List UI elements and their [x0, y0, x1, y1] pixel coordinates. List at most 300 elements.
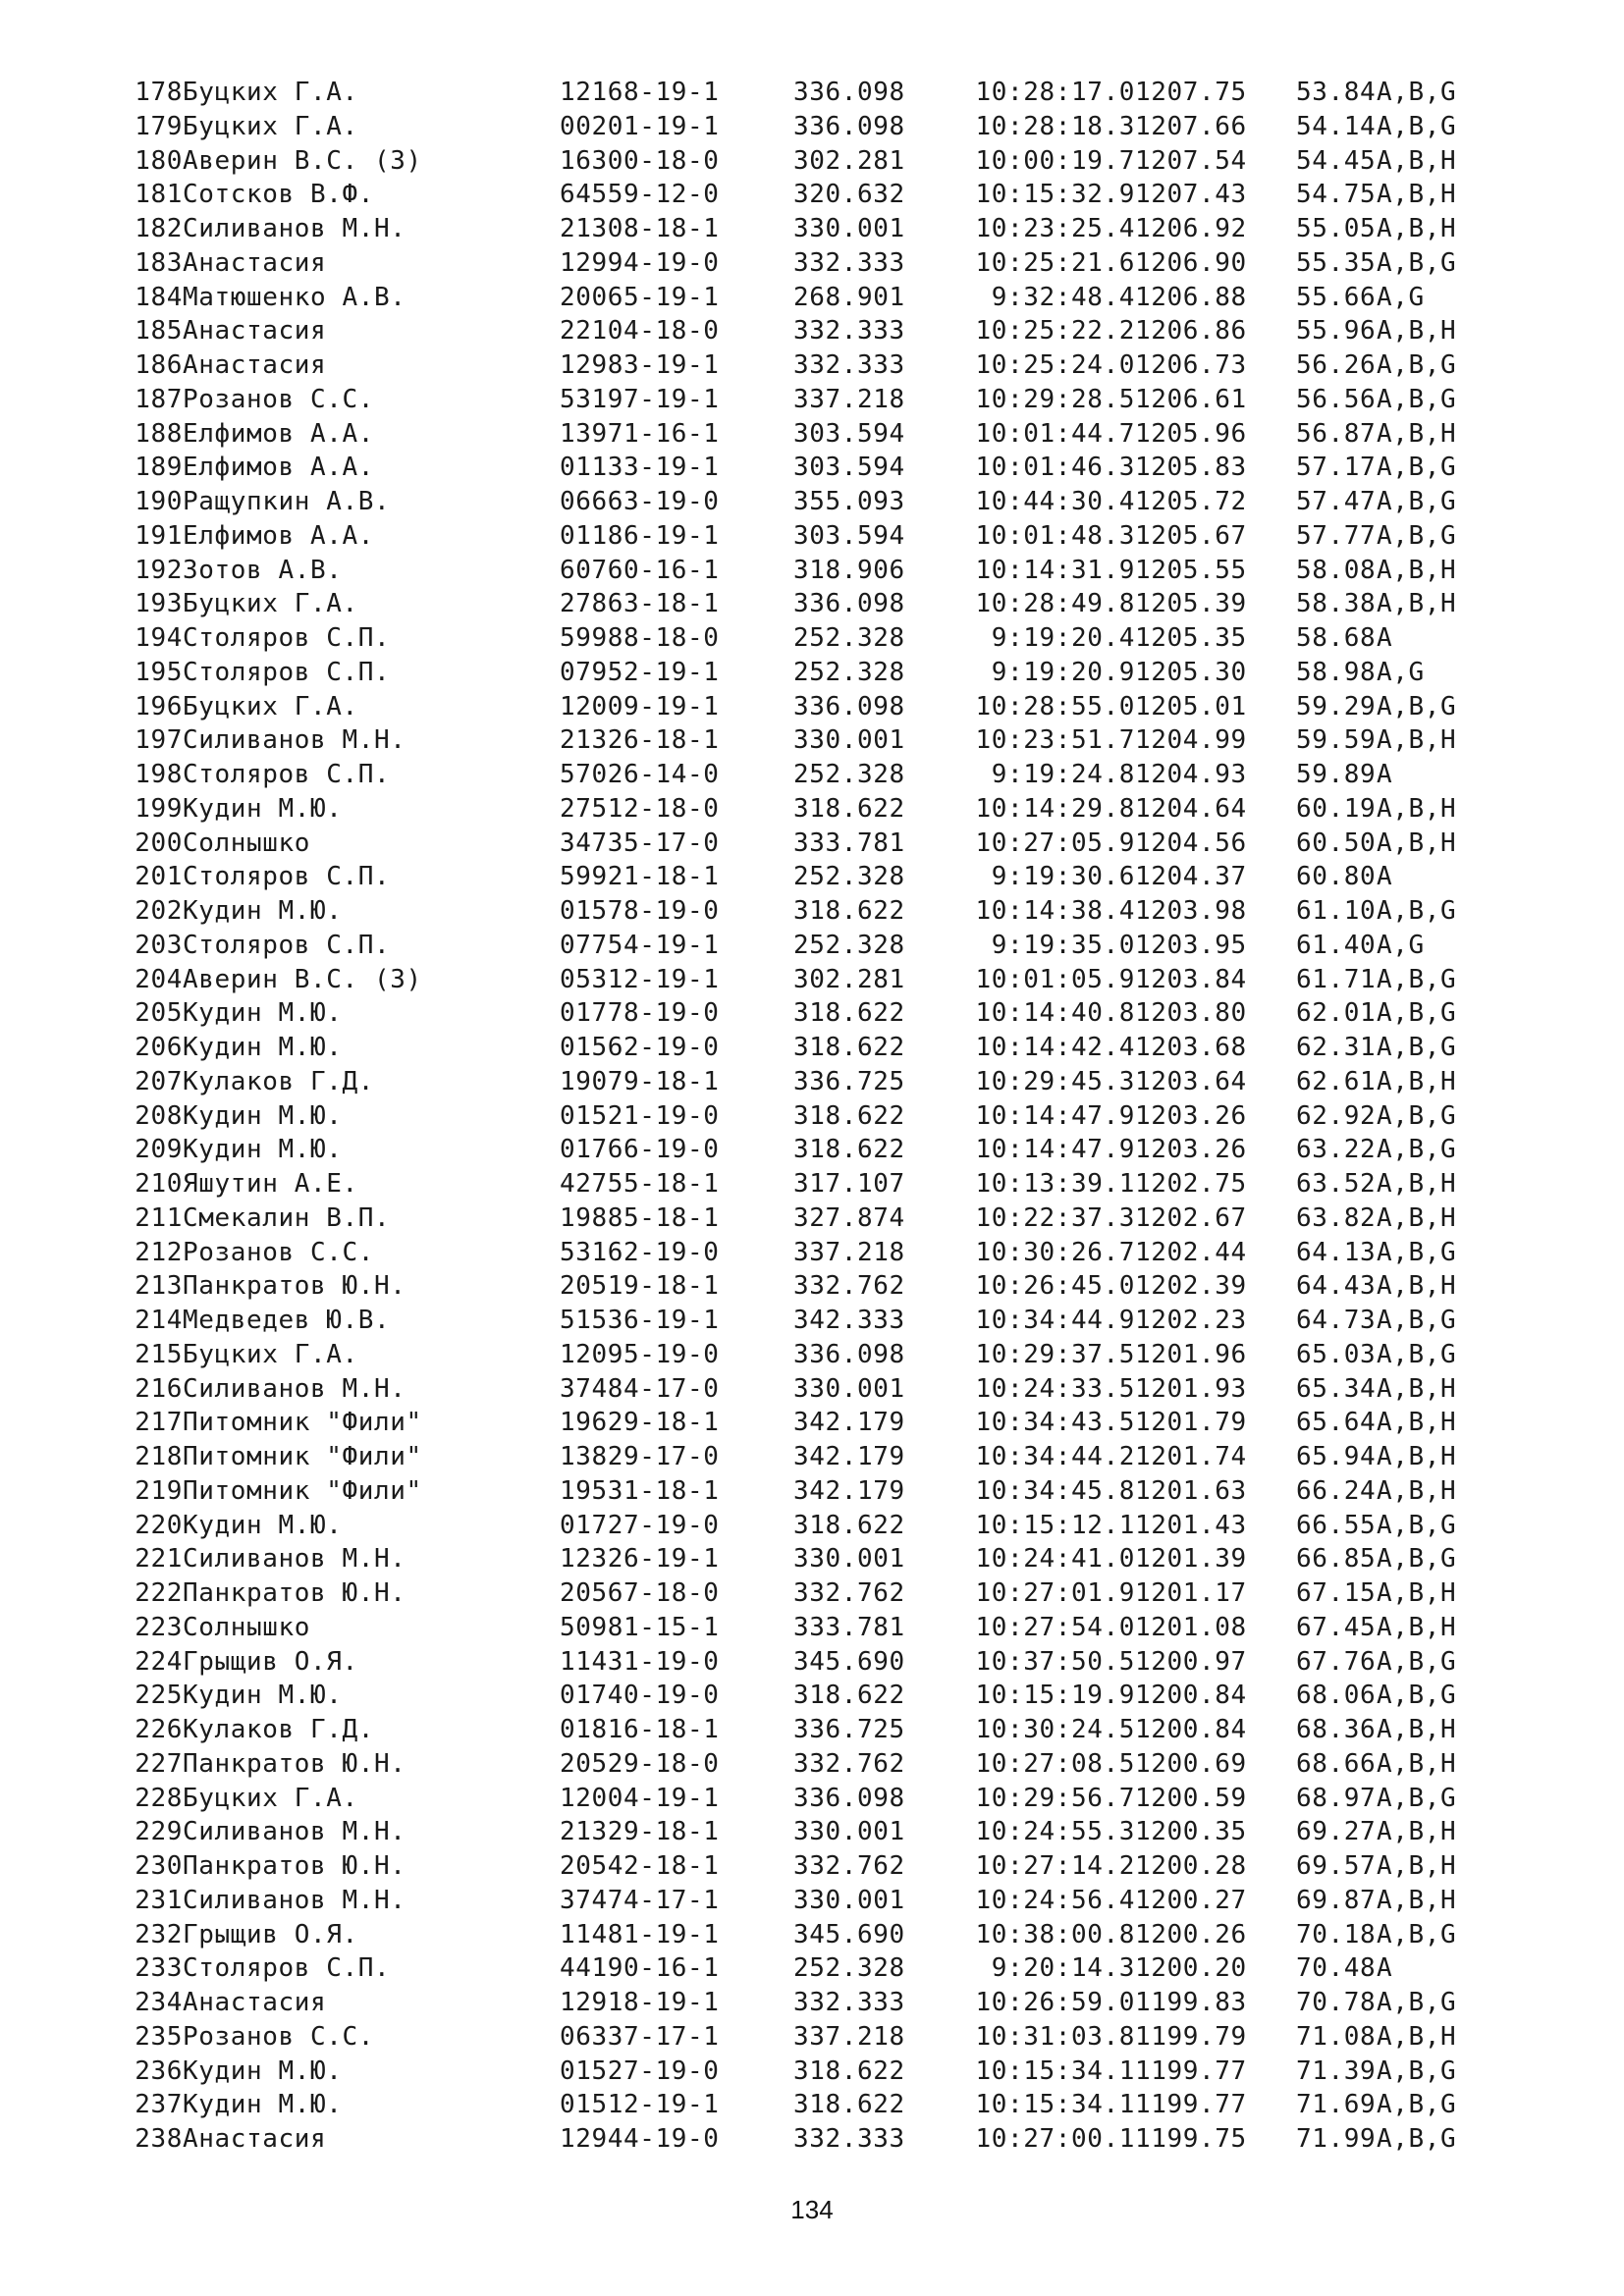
- row-number-cell: 192: [135, 555, 183, 585]
- table-row: [110, 792, 1485, 827]
- ring-number-cell: 12095-19-0: [560, 1339, 720, 1369]
- distance-cell: 318.622: [793, 1681, 905, 1711]
- table-row: [110, 860, 1485, 894]
- ring-number-cell: 05312-19-1: [560, 964, 720, 994]
- coefficient-cell: 65.03: [1296, 1339, 1377, 1369]
- speed-cell: 1201.93: [1135, 1373, 1247, 1404]
- coefficient-cell: 59.29: [1296, 691, 1377, 721]
- distance-cell: 336.098: [793, 589, 905, 619]
- ring-number-cell: 12994-19-0: [560, 247, 720, 278]
- speed-cell: 1204.99: [1135, 725, 1247, 756]
- ring-number-cell: 12009-19-1: [560, 691, 720, 721]
- flags-cell: A,B,H: [1377, 1748, 1457, 1779]
- coefficient-cell: 55.66: [1296, 282, 1377, 312]
- row-number-cell: 189: [135, 453, 183, 483]
- speed-cell: 1204.56: [1135, 828, 1247, 858]
- flags-cell: A,B,G: [1377, 2090, 1457, 2120]
- distance-cell: 332.762: [793, 1578, 905, 1608]
- table-row: [110, 1133, 1485, 1167]
- arrival-time-cell: 10:25:24.0: [975, 350, 1135, 380]
- flags-cell: A,B,H: [1377, 1408, 1457, 1438]
- ring-number-cell: 19531-18-1: [560, 1475, 720, 1506]
- coefficient-cell: 54.14: [1296, 111, 1377, 141]
- ring-number-cell: 07754-19-1: [560, 930, 720, 960]
- distance-cell: 332.762: [793, 1271, 905, 1302]
- flags-cell: A,B,G: [1377, 1646, 1457, 1677]
- table-row: [110, 76, 1485, 110]
- row-number-cell: 204: [135, 964, 183, 994]
- table-row: [110, 894, 1485, 929]
- flags-cell: A,B,H: [1377, 180, 1457, 210]
- arrival-time-cell: 10:25:21.6: [975, 247, 1135, 278]
- arrival-time-cell: 10:14:38.4: [975, 896, 1135, 926]
- flags-cell: A,B,G: [1377, 1339, 1457, 1369]
- flags-cell: A,B,G: [1377, 691, 1457, 721]
- owner-name-cell: Медведев Ю.В.: [183, 1306, 391, 1335]
- row-number-cell: 226: [135, 1715, 183, 1744]
- row-number-cell: 228: [135, 1783, 183, 1813]
- arrival-time-cell: 10:15:34.1: [975, 2090, 1135, 2120]
- arrival-time-cell: 10:29:28.5: [975, 384, 1135, 414]
- coefficient-cell: 63.22: [1296, 1135, 1377, 1165]
- speed-cell: 1205.35: [1135, 623, 1247, 653]
- ring-number-cell: 51536-19-1: [560, 1306, 720, 1335]
- table-row: [110, 1031, 1485, 1065]
- table-row: [110, 281, 1485, 315]
- table-row: [110, 1406, 1485, 1440]
- flags-cell: A,B,G: [1377, 247, 1457, 278]
- speed-cell: 1199.83: [1135, 1988, 1247, 2017]
- owner-name-cell: Матюшенко А.В.: [183, 282, 406, 312]
- coefficient-cell: 57.77: [1296, 520, 1377, 551]
- arrival-time-cell: 10:13:39.1: [975, 1169, 1135, 1199]
- table-row: [110, 2055, 1485, 2089]
- speed-cell: 1200.59: [1135, 1783, 1247, 1813]
- arrival-time-cell: 9:19:20.4: [991, 623, 1135, 653]
- owner-name-cell: Анастасия: [183, 350, 327, 380]
- speed-cell: 1206.61: [1135, 384, 1247, 414]
- table-row: [110, 246, 1485, 281]
- coefficient-cell: 56.26: [1296, 350, 1377, 380]
- speed-cell: 1200.97: [1135, 1646, 1247, 1677]
- flags-cell: A,B,H: [1377, 1612, 1457, 1642]
- row-number-cell: 230: [135, 1851, 183, 1881]
- row-number-cell: 199: [135, 793, 183, 824]
- owner-name-cell: Столяров С.П.: [183, 1953, 391, 1984]
- speed-cell: 1200.28: [1135, 1851, 1247, 1881]
- coefficient-cell: 64.73: [1296, 1306, 1377, 1335]
- speed-cell: 1207.75: [1135, 78, 1247, 107]
- owner-name-cell: Питомник "Фили": [183, 1475, 422, 1506]
- flags-cell: A,B,G: [1377, 453, 1457, 483]
- table-row: [110, 723, 1485, 758]
- speed-cell: 1205.39: [1135, 589, 1247, 619]
- row-number-cell: 188: [135, 418, 183, 449]
- flags-cell: A: [1377, 623, 1393, 653]
- speed-cell: 1203.26: [1135, 1135, 1247, 1165]
- table-row: [110, 110, 1485, 144]
- flags-cell: A,B,G: [1377, 384, 1457, 414]
- row-number-cell: 202: [135, 896, 183, 926]
- flags-cell: A: [1377, 760, 1393, 789]
- owner-name-cell: Елфимов А.А.: [183, 520, 375, 551]
- arrival-time-cell: 10:01:05.9: [975, 964, 1135, 994]
- speed-cell: 1201.74: [1135, 1442, 1247, 1471]
- arrival-time-cell: 10:22:37.3: [975, 1202, 1135, 1233]
- ring-number-cell: 19629-18-1: [560, 1408, 720, 1438]
- ring-number-cell: 12983-19-1: [560, 350, 720, 380]
- arrival-time-cell: 10:34:44.2: [975, 1442, 1135, 1471]
- table-row: [110, 963, 1485, 997]
- ring-number-cell: 01778-19-0: [560, 998, 720, 1029]
- flags-cell: A,B,G: [1377, 1033, 1457, 1062]
- coefficient-cell: 65.64: [1296, 1408, 1377, 1438]
- results-table: [110, 76, 1485, 2157]
- ring-number-cell: 11481-19-1: [560, 1919, 720, 1949]
- speed-cell: 1205.67: [1135, 520, 1247, 551]
- row-number-cell: 194: [135, 623, 183, 653]
- row-number-cell: 190: [135, 487, 183, 516]
- owner-name-cell: Кулаков Г.Д.: [183, 1715, 375, 1744]
- owner-name-cell: Буцких Г.А.: [183, 691, 358, 721]
- speed-cell: 1203.95: [1135, 930, 1247, 960]
- owner-name-cell: Столяров С.П.: [183, 930, 391, 960]
- coefficient-cell: 58.38: [1296, 589, 1377, 619]
- arrival-time-cell: 10:31:03.8: [975, 2021, 1135, 2052]
- flags-cell: A,B,G: [1377, 1988, 1457, 2017]
- distance-cell: 318.622: [793, 896, 905, 926]
- distance-cell: 330.001: [793, 1817, 905, 1847]
- distance-cell: 327.874: [793, 1202, 905, 1233]
- distance-cell: 252.328: [793, 1953, 905, 1984]
- table-row: [110, 2088, 1485, 2122]
- distance-cell: 333.781: [793, 1612, 905, 1642]
- distance-cell: 336.098: [793, 691, 905, 721]
- ring-number-cell: 37474-17-1: [560, 1885, 720, 1915]
- owner-name-cell: Буцких Г.А.: [183, 1783, 358, 1813]
- speed-cell: 1203.26: [1135, 1100, 1247, 1131]
- owner-name-cell: Буцких Г.А.: [183, 78, 358, 107]
- speed-cell: 1205.55: [1135, 555, 1247, 585]
- ring-number-cell: 60760-16-1: [560, 555, 720, 585]
- row-number-cell: 238: [135, 2124, 183, 2154]
- arrival-time-cell: 10:14:47.9: [975, 1135, 1135, 1165]
- page-number: 134: [790, 2195, 834, 2224]
- speed-cell: 1200.84: [1135, 1715, 1247, 1744]
- row-number-cell: 232: [135, 1919, 183, 1949]
- arrival-time-cell: 10:24:55.3: [975, 1817, 1135, 1847]
- distance-cell: 318.622: [793, 1135, 905, 1165]
- flags-cell: A,B,H: [1377, 1817, 1457, 1847]
- arrival-time-cell: 10:27:54.0: [975, 1612, 1135, 1642]
- ring-number-cell: 53162-19-0: [560, 1237, 720, 1267]
- row-number-cell: 219: [135, 1475, 183, 1506]
- table-row: [110, 1304, 1485, 1338]
- coefficient-cell: 63.52: [1296, 1169, 1377, 1199]
- ring-number-cell: 12168-19-1: [560, 78, 720, 107]
- coefficient-cell: 60.19: [1296, 793, 1377, 824]
- flags-cell: A,B,H: [1377, 1578, 1457, 1608]
- table-row: [110, 1747, 1485, 1782]
- row-number-cell: 196: [135, 691, 183, 721]
- table-row: [110, 178, 1485, 212]
- table-row: [110, 451, 1485, 485]
- arrival-time-cell: 10:14:42.4: [975, 1033, 1135, 1062]
- row-number-cell: 191: [135, 520, 183, 551]
- flags-cell: A,B,H: [1377, 555, 1457, 585]
- coefficient-cell: 56.87: [1296, 418, 1377, 449]
- ring-number-cell: 50981-15-1: [560, 1612, 720, 1642]
- coefficient-cell: 59.89: [1296, 760, 1377, 789]
- coefficient-cell: 55.05: [1296, 214, 1377, 243]
- row-number-cell: 185: [135, 316, 183, 347]
- row-number-cell: 182: [135, 214, 183, 243]
- owner-name-cell: Буцких Г.А.: [183, 589, 358, 619]
- distance-cell: 330.001: [793, 214, 905, 243]
- coefficient-cell: 60.50: [1296, 828, 1377, 858]
- flags-cell: A,G: [1377, 657, 1425, 687]
- speed-cell: 1201.43: [1135, 1510, 1247, 1540]
- distance-cell: 330.001: [793, 1885, 905, 1915]
- row-number-cell: 205: [135, 998, 183, 1029]
- table-row: [110, 348, 1485, 383]
- ring-number-cell: 21326-18-1: [560, 725, 720, 756]
- flags-cell: A,B,H: [1377, 589, 1457, 619]
- speed-cell: 1207.66: [1135, 111, 1247, 141]
- speed-cell: 1201.39: [1135, 1544, 1247, 1575]
- coefficient-cell: 58.08: [1296, 555, 1377, 585]
- distance-cell: 332.333: [793, 350, 905, 380]
- arrival-time-cell: 10:28:17.0: [975, 78, 1135, 107]
- table-row: [110, 1509, 1485, 1543]
- flags-cell: A,B,H: [1377, 1715, 1457, 1744]
- distance-cell: 333.781: [793, 828, 905, 858]
- speed-cell: 1205.96: [1135, 418, 1247, 449]
- distance-cell: 318.622: [793, 1510, 905, 1540]
- coefficient-cell: 61.40: [1296, 930, 1377, 960]
- row-number-cell: 198: [135, 760, 183, 789]
- flags-cell: A,B,H: [1377, 1271, 1457, 1302]
- speed-cell: 1205.30: [1135, 657, 1247, 687]
- arrival-time-cell: 10:01:46.3: [975, 453, 1135, 483]
- ring-number-cell: 53197-19-1: [560, 384, 720, 414]
- row-number-cell: 203: [135, 930, 183, 960]
- flags-cell: A,B,H: [1377, 2021, 1457, 2052]
- table-row: [110, 1884, 1485, 1918]
- coefficient-cell: 62.61: [1296, 1066, 1377, 1096]
- owner-name-cell: Кудин М.Ю.: [183, 998, 343, 1029]
- speed-cell: 1202.23: [1135, 1306, 1247, 1335]
- ring-number-cell: 21329-18-1: [560, 1817, 720, 1847]
- owner-name-cell: Кудин М.Ю.: [183, 2090, 343, 2120]
- ring-number-cell: 20065-19-1: [560, 282, 720, 312]
- ring-number-cell: 20529-18-0: [560, 1748, 720, 1779]
- distance-cell: 330.001: [793, 1544, 905, 1575]
- speed-cell: 1207.43: [1135, 180, 1247, 210]
- distance-cell: 337.218: [793, 2021, 905, 2052]
- row-number-cell: 209: [135, 1135, 183, 1165]
- distance-cell: 337.218: [793, 384, 905, 414]
- table-row: [110, 1474, 1485, 1509]
- flags-cell: A,B,G: [1377, 1237, 1457, 1267]
- owner-name-cell: Силиванов М.Н.: [183, 1544, 406, 1575]
- flags-cell: A,B,H: [1377, 214, 1457, 243]
- owner-name-cell: Елфимов А.А.: [183, 453, 375, 483]
- ring-number-cell: 13971-16-1: [560, 418, 720, 449]
- flags-cell: A,B,H: [1377, 1442, 1457, 1471]
- speed-cell: 1200.84: [1135, 1681, 1247, 1711]
- speed-cell: 1200.20: [1135, 1953, 1247, 1984]
- owner-name-cell: Ращупкин А.В.: [183, 487, 391, 516]
- table-row: [110, 1201, 1485, 1236]
- distance-cell: 320.632: [793, 180, 905, 210]
- row-number-cell: 237: [135, 2090, 183, 2120]
- table-row: [110, 1542, 1485, 1576]
- table-row: [110, 1065, 1485, 1099]
- ring-number-cell: 01512-19-1: [560, 2090, 720, 2120]
- speed-cell: 1201.79: [1135, 1408, 1247, 1438]
- ring-number-cell: 01133-19-1: [560, 453, 720, 483]
- row-number-cell: 220: [135, 1510, 183, 1540]
- owner-name-cell: Зотов А.В.: [183, 555, 343, 585]
- distance-cell: 355.093: [793, 487, 905, 516]
- arrival-time-cell: 9:32:48.4: [991, 282, 1135, 312]
- ring-number-cell: 01186-19-1: [560, 520, 720, 551]
- table-row: [110, 1611, 1485, 1645]
- flags-cell: A: [1377, 862, 1393, 892]
- speed-cell: 1201.96: [1135, 1339, 1247, 1369]
- ring-number-cell: 20567-18-0: [560, 1578, 720, 1608]
- owner-name-cell: Кулаков Г.Д.: [183, 1066, 375, 1096]
- distance-cell: 252.328: [793, 623, 905, 653]
- flags-cell: A,B,G: [1377, 1135, 1457, 1165]
- flags-cell: A,B,G: [1377, 1544, 1457, 1575]
- speed-cell: 1199.79: [1135, 2021, 1247, 2052]
- row-number-cell: 208: [135, 1100, 183, 1131]
- ring-number-cell: 22104-18-0: [560, 316, 720, 347]
- distance-cell: 317.107: [793, 1169, 905, 1199]
- row-number-cell: 183: [135, 247, 183, 278]
- distance-cell: 318.622: [793, 998, 905, 1029]
- table-row: [110, 929, 1485, 963]
- coefficient-cell: 71.39: [1296, 2056, 1377, 2086]
- coefficient-cell: 57.47: [1296, 487, 1377, 516]
- owner-name-cell: Анастасия: [183, 2124, 327, 2154]
- table-row: [110, 1782, 1485, 1816]
- arrival-time-cell: 10:24:33.5: [975, 1373, 1135, 1404]
- distance-cell: 303.594: [793, 418, 905, 449]
- table-row: [110, 212, 1485, 246]
- ring-number-cell: 01521-19-0: [560, 1100, 720, 1131]
- ring-number-cell: 07952-19-1: [560, 657, 720, 687]
- results-table-body: [110, 76, 1485, 2157]
- arrival-time-cell: 10:27:14.2: [975, 1851, 1135, 1881]
- coefficient-cell: 54.75: [1296, 180, 1377, 210]
- ring-number-cell: 01727-19-0: [560, 1510, 720, 1540]
- owner-name-cell: Аверин В.С. (З): [183, 145, 422, 176]
- speed-cell: 1201.08: [1135, 1612, 1247, 1642]
- coefficient-cell: 55.96: [1296, 316, 1377, 347]
- coefficient-cell: 70.48: [1296, 1953, 1377, 1984]
- row-number-cell: 181: [135, 180, 183, 210]
- arrival-time-cell: 10:24:41.0: [975, 1544, 1135, 1575]
- table-row: [110, 554, 1485, 588]
- speed-cell: 1206.92: [1135, 214, 1247, 243]
- row-number-cell: 193: [135, 589, 183, 619]
- arrival-time-cell: 10:01:44.7: [975, 418, 1135, 449]
- owner-name-cell: Столяров С.П.: [183, 623, 391, 653]
- table-row: [110, 1167, 1485, 1201]
- row-number-cell: 186: [135, 350, 183, 380]
- coefficient-cell: 65.94: [1296, 1442, 1377, 1471]
- row-number-cell: 212: [135, 1237, 183, 1267]
- ring-number-cell: 00201-19-1: [560, 111, 720, 141]
- coefficient-cell: 58.68: [1296, 623, 1377, 653]
- flags-cell: A,B,G: [1377, 1100, 1457, 1131]
- arrival-time-cell: 10:27:01.9: [975, 1578, 1135, 1608]
- ring-number-cell: 21308-18-1: [560, 214, 720, 243]
- row-number-cell: 207: [135, 1066, 183, 1096]
- row-number-cell: 179: [135, 111, 183, 141]
- coefficient-cell: 56.56: [1296, 384, 1377, 414]
- ring-number-cell: 01766-19-0: [560, 1135, 720, 1165]
- arrival-time-cell: 10:15:34.1: [975, 2056, 1135, 2086]
- table-row: [110, 690, 1485, 724]
- table-row: [110, 758, 1485, 792]
- ring-number-cell: 19079-18-1: [560, 1066, 720, 1096]
- table-row: [110, 1440, 1485, 1474]
- coefficient-cell: 69.27: [1296, 1817, 1377, 1847]
- flags-cell: A,B,H: [1377, 1885, 1457, 1915]
- owner-name-cell: Солнышко: [183, 828, 311, 858]
- distance-cell: 268.901: [793, 282, 905, 312]
- owner-name-cell: Кудин М.Ю.: [183, 1510, 343, 1540]
- coefficient-cell: 59.59: [1296, 725, 1377, 756]
- arrival-time-cell: 10:27:00.1: [975, 2124, 1135, 2154]
- ring-number-cell: 12004-19-1: [560, 1783, 720, 1813]
- row-number-cell: 197: [135, 725, 183, 756]
- row-number-cell: 211: [135, 1202, 183, 1233]
- table-row: [110, 1338, 1485, 1372]
- distance-cell: 332.762: [793, 1851, 905, 1881]
- arrival-time-cell: 10:14:29.8: [975, 793, 1135, 824]
- flags-cell: A,B,H: [1377, 316, 1457, 347]
- owner-name-cell: Кудин М.Ю.: [183, 1135, 343, 1165]
- row-number-cell: 227: [135, 1748, 183, 1779]
- distance-cell: 330.001: [793, 1373, 905, 1404]
- flags-cell: A,B,G: [1377, 1919, 1457, 1949]
- speed-cell: 1204.37: [1135, 862, 1247, 892]
- ring-number-cell: 37484-17-0: [560, 1373, 720, 1404]
- speed-cell: 1201.17: [1135, 1578, 1247, 1608]
- speed-cell: 1206.86: [1135, 316, 1247, 347]
- owner-name-cell: Яшутин А.Е.: [183, 1169, 358, 1199]
- speed-cell: 1207.54: [1135, 145, 1247, 176]
- arrival-time-cell: 10:14:47.9: [975, 1100, 1135, 1131]
- coefficient-cell: 67.45: [1296, 1612, 1377, 1642]
- coefficient-cell: 68.66: [1296, 1748, 1377, 1779]
- owner-name-cell: Анастасия: [183, 316, 327, 347]
- ring-number-cell: 01740-19-0: [560, 1681, 720, 1711]
- row-number-cell: 180: [135, 145, 183, 176]
- row-number-cell: 187: [135, 384, 183, 414]
- owner-name-cell: Сотсков В.Ф.: [183, 180, 375, 210]
- coefficient-cell: 68.36: [1296, 1715, 1377, 1744]
- speed-cell: 1199.77: [1135, 2090, 1247, 2120]
- table-row: [110, 485, 1485, 519]
- owner-name-cell: Грыщив О.Я.: [183, 1646, 358, 1677]
- distance-cell: 342.179: [793, 1408, 905, 1438]
